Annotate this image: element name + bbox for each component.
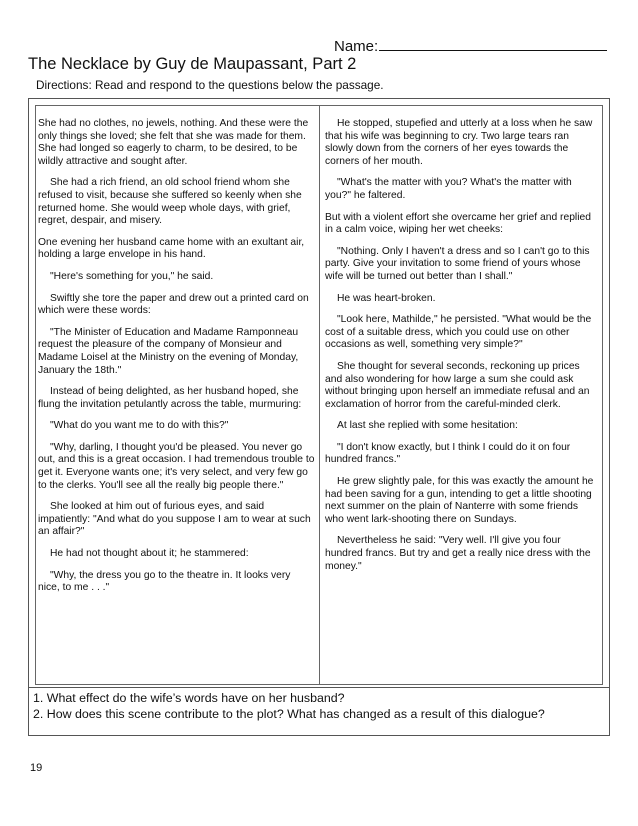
page-title: The Necklace by Guy de Maupassant, Part 2 (28, 55, 357, 73)
name-label: Name: (334, 38, 379, 55)
passage-paragraph: "I don't know exactly, but I think I could do it on four hundred francs." (325, 441, 571, 466)
passage-paragraph: "Why, darling, I thought you'd be pleased. You never go out, and this is a great occasion. I had tremendous trouble to get it. Everyone wants one; it's very select, and very few go to the clerks. You'll see all the really big people there." (38, 441, 315, 491)
passage-paragraph: But with a violent effort she overcame her grief and replied in a calm voice, wiping her wet cheeks: (325, 211, 591, 236)
passage-paragraph: "The Minister of Education and Madame Ramponneau request the pleasure of the company of Monsieur and Madame Loisel at the Ministry on the evening of Monday, January the 18th." (38, 326, 299, 376)
questions-box (29, 687, 609, 735)
name-field (334, 36, 604, 55)
passage-paragraph: He grew slightly pale, for this was exactly the amount he had been saving for a gun, intending to get a little shooting next summer on the plain of Nanterre with some friends who went lark-shooting there on Sundays. (325, 476, 594, 525)
passage-paragraph: He had not thought about it; he stammered: (50, 548, 249, 560)
passage-paragraph: She had a rich friend, an old school friend whom she refused to visit, because she suffered so keenly when she returned home. She would weep whole days, with grief, regret, despair, and misery. (38, 177, 302, 227)
passage-paragraph: "Here's something for you," he said. (50, 270, 214, 282)
page-number: 19 (30, 762, 43, 774)
passage-paragraph: Nevertheless he said: "Very well. I'll give you four hundred francs. But try and get a really nice dress with the money." (325, 535, 591, 572)
passage-paragraph: He was heart-broken. (337, 292, 436, 304)
passage-paragraph: She looked at him out of furious eyes, and said impatiently: "And what do you suppose I am to wear at such an affair?" (38, 501, 311, 538)
passage-column-left (36, 106, 319, 684)
passage-paragraph: "What do you want me to do with this?" (50, 420, 229, 432)
passage-paragraph: At last she replied with some hesitation: (337, 420, 518, 432)
passage-paragraph: One evening her husband came home with an exultant air, holding a large envelope in his hand. (38, 236, 305, 261)
passage-paragraph: Instead of being delighted, as her husband hoped, she flung the invitation petulantly across the table, murmuring: (38, 386, 302, 410)
passage-box (35, 105, 603, 685)
passage-paragraph: She thought for several seconds, reckoning up prices and also wondering for how large a sum she could ask without bringing upon herself an immediate refusal and an exclamation of horror from the careful-minded clerk. (325, 360, 590, 410)
passage-paragraph: "Look here, Mathilde," he persisted. "What would be the cost of a suitable dress, which you could use on other occasions as well, something very simple?" (325, 314, 592, 351)
question-1: 1. What effect do the wife’s words have on her husband? (33, 691, 345, 705)
passage-column-right (319, 106, 602, 684)
name-blank-line[interactable] (379, 36, 607, 51)
directions-text: Directions: Read and respond to the questions below the passage. (36, 78, 384, 92)
question-2: 2. How does this scene contribute to the plot? What has changed as a result of this dialogue? (33, 707, 545, 721)
passage-paragraph: "Why, the dress you go to the theatre in. It looks very nice, to me . . ." (38, 569, 291, 594)
worksheet-frame (28, 98, 610, 736)
passage-paragraph: Swiftly she tore the paper and drew out a printed card on which were these words: (38, 292, 309, 317)
passage-paragraph: "Nothing. Only I haven't a dress and so I can't go to this party. Give your invitation to some friend of yours whose wife will be turned out better than I shall." (325, 245, 590, 282)
passage-paragraph: "What's the matter with you? What's the matter with you?" he faltered. (325, 177, 572, 201)
passage-paragraph: He stopped, stupefied and utterly at a loss when he saw that his wife was beginning to cry. Two large tears ran slowly down from the corners of her eyes towards the corners of her mouth. (325, 118, 593, 167)
passage-paragraph: She had no clothes, no jewels, nothing. And these were the only things she loved; she felt that she was made for them. She had longed so eagerly to charm, to be desired, to be wildly attractive and sought after. (38, 118, 309, 167)
